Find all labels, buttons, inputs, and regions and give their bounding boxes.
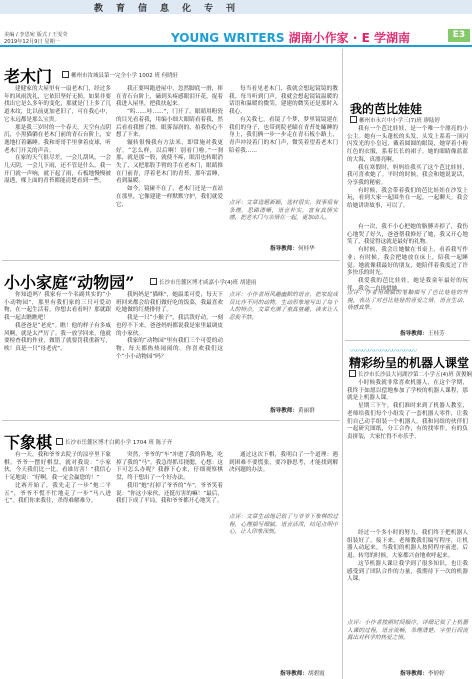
article-commentary: 点评：作者用细腻的笔触描写了芭比娃娃的外貌，表达了对芭比娃娃的喜爱之情，语言生动，情感真挚。 [347, 290, 468, 312]
square-icon [56, 438, 63, 445]
article-teacher: 指导教师：胡碧霞 [280, 671, 325, 677]
article-teacher: 指导教师：黄丽群 [270, 408, 315, 414]
article-body-col2: 有一次，我不小心把她的胳膊弄掉了，我伤心地哭了好久，爸爸帮我修好了她，我又开心地笑了，我觉得这就是最好的礼物。 有时候，我会让她做在书桌上，看着我写作业；有时候，我会把她放在床上，陪我一起睡觉。她就像我最好的朋友，她陪伴着我度过了许多快乐的时光。 我爱我的芭比娃娃，她是我童年最好的玩伴，我会一直珍惜她。 [347, 224, 468, 292]
article-commentary: 点评：小作者用风趣幽默的语言，把家庭成员比作不同的动物，生动形象地写出了每个人的特点，文章充满了童真童趣，读来让人忍俊不禁。 [229, 292, 338, 322]
decorative-wave-icon: 〰〰〰〰〰〰〰〰〰〰〰 [350, 347, 416, 355]
article-teacher: 指导教师：李婷婷 [400, 671, 445, 677]
article-teacher: 指导教师：何桂华 [270, 246, 315, 252]
article-body-col2: 我妈妈是“猫咪”，她温柔可爱，每天下班回来都会给我们做好吃的饭菜，我最喜欢吃她做的红烧排骨了。 我是一只“小猴子”，我活泼好动，一刻也停不下来，爸爸妈妈都说我是家里最调皮的小家伙。 我家的“动物园”里有我们三个可爱的动物，每天都热热闹闹的。你喜欢我们这个“小小动物园”吗？ [116, 292, 223, 360]
column-name-en: YOUNG WRITERS [171, 31, 285, 45]
article-author: 长沙市岳麓区博才咸嘉小学(4)班 胡建雨 [150, 278, 257, 286]
column-name-zh: 湖南小作家 · E 学湖南 [288, 31, 410, 45]
article-author: 郴州市汝城县第一完全小学 1002 班 何晓轩 [62, 71, 178, 79]
article-body-col1: 小时候我就非常喜欢机器人，在这个学期，我终于如愿以偿地参加了学校的机器人课程，那就是上机器人课。 星期三下午，我们准时来到了机器人教室，老师给我们每个小组发了一套机器人零件，让我们自己动手组装一个机器人。我和同组的伙伴们一起研究图纸，分工合作，有的找零件，有的负责拼装，大家忙得不亦乐乎。 [347, 380, 468, 440]
article-author: 郴州市永兴中小学三(7)班 廖陆婷 [350, 116, 440, 124]
masthead-editor-line: 美编 / 李思宛 版式 / 王雯莹 [4, 32, 68, 38]
square-icon [349, 370, 356, 377]
article-body-col3: 通过这次下棋，我明白了一个道理：遇到困难不要慌张，要冷静思考，才能找到解决问题的办法。 [229, 452, 338, 474]
article-author: 长沙市岳麓区博才白鹤小学 1704 班 陈子齐 [56, 438, 172, 446]
square-icon [150, 278, 157, 285]
article-teacher: 指导教师：王桂芳 [400, 331, 445, 337]
masthead-banner: 教育信息化专刊 [94, 4, 249, 14]
article-body-col2: 我正要叫跑进屋中，忽然脚底一滑，摔在青石台阶上，磕到头疼感眼泪开花，捉着我进入屋里，把我扶起来。 “呜……哇……”，门开了，眼睛用粉瓷的目光看着我，用编小细大眼睛看着我，然后看看我擦了擦。眼雾湿润的，拍我伤心不想了下来。 辗转很慢我有方法米，即常施对我更好，“怎么样，以后啊！别看门啦。”一刹那，就是那一股，就使不疼，眼泪也转眼消失了，又把那股手臂的手在老木门，眼睛推在门前青，浮着老木门的青苔，那年雷睡，看到温暖。 如今，镜碰不在了，老木门还是一直站在那里，它像建建一样默默守护，我们就爱它， [116, 86, 223, 208]
article-title: 小小家庭“动物园” [4, 273, 135, 292]
article-commentary: 点评：小作者按照时间顺序，详细记叙了上机器人课的过程，语言流畅，条理清楚，字里行间流露出对科学的热爱之情。 [347, 620, 468, 642]
page-number-badge: E3 [448, 29, 470, 42]
column-divider-right [342, 49, 343, 679]
article-body-col1: 你知道吗？我家有一个名副其实的“小小动物园”，那里有我们家的三只可爱动物，在一起生活着，你想去看看吗？那就跟我一起去瞧瞧吧！ 我爸爸是“老虎”。瞧！他的样子有多威风啊，就是太严厉了。我一放学回来，他就要检查我的作业，做错了就要罚我重新写，唉！真是一只“母老虎”。 [4, 292, 111, 352]
article-title: 我的芭比娃娃 [350, 102, 423, 116]
article-body-col1: 我有一个芭比娃娃，是一个唯一个漂亮的小公主。她有一头蓬松的头发，头发上系着一顶闪闪发光的小皇冠，戴着圆圆的眼镜，她穿着小粉红色的衣服，系着长长的裙子，她的眼睛像蓝蓝的大海，真漂亮啊。 我在寒假时，妈妈给我买了这个芭比娃娃，我可喜欢她了。平时的时候，我会和她说说话，分享我的秘密。 有时候，我会带着我们的芭比娃娃在沙发上玩，看到大家一起围坐在一起，一起聊天。我会给她讲讲故事，可以了。 [347, 126, 468, 210]
article-commentary: 点评：文章生动地记叙了与爷爷下象棋的过程，心理描写细腻，语言活泼，结尾点明中心，让人印象深刻。 [229, 514, 338, 536]
article-body-col2: 突然，爷爷的“车”冲进了我的阵地，吃掉了我的“马”。我急得抓耳挠腮，心想：这下可怎么办呢？我静下心来，仔细观察棋盘，终于想出了一个好办法。 我用“炮”打掉了爷爷的“车”，爷爷笑着说：“你这小家伙，还挺厉害的嘛！”最后，我们下成了平局，我和爷爷都开心地笑了。 [116, 452, 223, 505]
article-title: 精彩纷呈的机器人课堂 [349, 356, 470, 370]
article-author: 长沙市长沙县大同湖沙第二小学五(4)班 黄俊娴 [349, 370, 472, 378]
square-icon [62, 71, 69, 78]
article-body-col1: 有一天，我和爷爷去院子的凉亭里下象棋。爷爷一摆好棋盘，就对我说：“小家伙，今天我们比一比，看谁厉害！”我信心十足地说：“好啊，我一定会赢您的！” 比赛开始了，我先走了一步“炮二平五”，爷爷不慌不忙地走了一步“马八进七”。我们你来我往，杀得难解难分。 [4, 452, 111, 505]
article-title: 老木门 [4, 67, 53, 86]
article-body-col3: 每当看见老木门，我就会想起镜镜的教我。每当听到门声，我就会想起镜镜温暖的话语和温暖的微笑，建建的微笑还是那时入我心。 有关我七，看镜了个梦，梦里镜镜建在我们的身子，也带到院老瞄在青苔处瞌睡的身上，我们俩一步一步走在青石板小路上，青声冲浸着门的木门声，微笑着望着老木门陪着我…… [229, 86, 338, 154]
article-body-col2: 经过一个多小时的努力，我们终于把机器人组装好了。接下来，老师教我们编写程序，让机器人动起来。当我们的机器人按照程序前进、后退、转弯的时候，大家都兴奋地欢呼起来。 这节机器人课让我学到了很多知识，也让我感受到了团队合作的力量，我期待下一次的机器人课。 [347, 530, 468, 583]
header-rule [0, 45, 472, 47]
section-divider-2 [2, 420, 340, 421]
section-divider-1 [2, 260, 340, 261]
square-icon [350, 116, 357, 123]
article-title: 下象棋 [4, 433, 53, 452]
section-divider-3 [345, 340, 470, 341]
column-name [171, 29, 410, 46]
masthead-date-line: 2019年12月9日 星期一 [4, 39, 60, 45]
article-body-col1: 建健家的大屋里有一扇老木门，经过多年的风雨洗礼，它依旧坚好无损。如果非要找出它是么多年的变化，那就是门上多了几道木纹，比以前更加老旧了，可在我心中，它永远都是那么宝贵。 那是我三岁时的一个春天，天空有点阴沉，小黑猫躺在老木门前的青石台阶上，安逸地打着瞌睡。我和哥哥手里拿着皮球，听老木门开关的声音。 在家的天气很尽差，一会儿刮风，一会儿天阴，一会儿下雨，还不管是什么，我一开门就一声响，就下起了雨，石板地慢慢被湿透，棵上面的青苔都能清楚看到一些， [4, 86, 111, 185]
article-commentary: 点评：文章选题新颖，选材很实，叙事很有条理，思路清晰，语言朴实，富有真情实感，把老木门与亲情在一起，更加动人。 [229, 200, 338, 222]
